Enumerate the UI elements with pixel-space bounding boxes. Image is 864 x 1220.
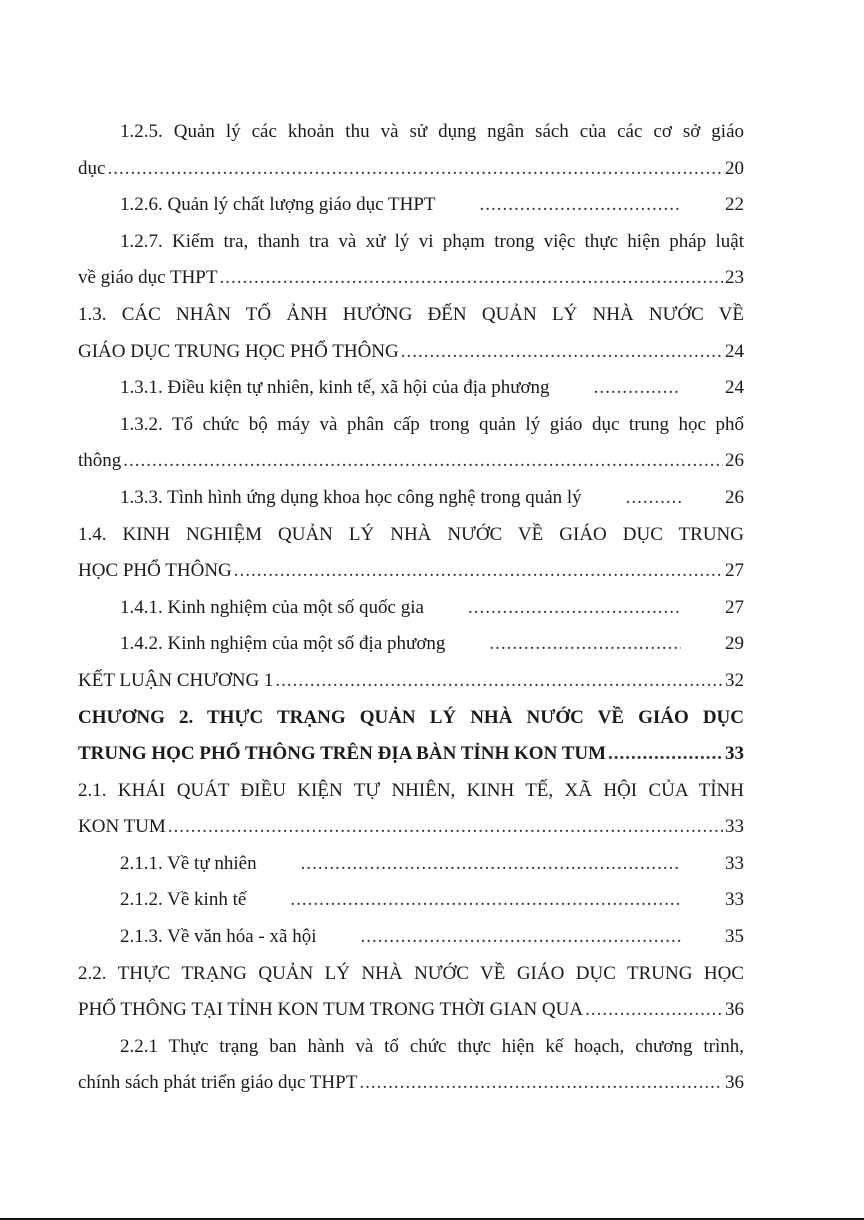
toc-entry-e3 [78, 224, 744, 297]
dot-leader [107, 151, 723, 188]
toc-entry-leader-line [78, 151, 744, 188]
toc-entry-title: 1.4.2. Kinh nghiệm của một số địa phương [120, 633, 446, 655]
dot-leader [401, 334, 723, 371]
toc-entry-e2 [78, 187, 744, 224]
toc-entry-title: 1.3.3. Tình hình ứng dụng khoa học công nghệ trong quản lý [120, 486, 582, 508]
toc-entry-title: 1.4.1. Kinh nghiệm của một số quốc gia [120, 596, 424, 618]
dot-leader [275, 663, 723, 700]
toc-entry-title: thông [78, 450, 122, 472]
toc-entry-e11 [78, 663, 744, 700]
toc-entry-title: HỌC PHỔ THÔNG [78, 560, 232, 582]
toc-entry-page-number: 23 [725, 267, 744, 289]
toc-entry-e18 [78, 1029, 744, 1102]
toc-entry-e12 [78, 700, 744, 773]
toc-entry-page-number: 22 [725, 194, 744, 216]
toc-entry-e1 [78, 114, 744, 187]
toc-entry-leader-line [78, 334, 744, 371]
toc-entry-leader-line [78, 260, 744, 297]
toc-entry-title: dục [78, 157, 106, 179]
toc-entry-page-number: 26 [725, 450, 744, 472]
dot-leader [552, 370, 681, 407]
toc-entry-page-number: 33 [725, 743, 744, 765]
toc-entry-page-number: 26 [725, 486, 744, 508]
toc-entry-title: PHỔ THÔNG TẠI TỈNH KON TUM TRONG THỜI GIAN QUA [78, 999, 584, 1021]
toc-entry-page-number: 36 [725, 999, 744, 1021]
toc-entry-e16 [78, 919, 744, 956]
toc-entry-first-line: 1.4. KINH NGHIỆM QUẢN LÝ NHÀ NƯỚC VỀ GIÁO DỤC TRUNG [78, 523, 744, 545]
toc-entry-leader-line [78, 443, 744, 480]
dot-leader [584, 480, 681, 517]
toc-entry-e14 [78, 846, 744, 883]
toc-entry-leader-line [78, 187, 744, 224]
toc-entry-title: 2.1.2. Về kinh tế [120, 889, 247, 911]
dot-leader [168, 809, 723, 846]
dot-leader [359, 1065, 723, 1102]
toc-entry-leader-line [78, 882, 744, 919]
toc-entry-title: 2.1.1. Về tự nhiên [120, 852, 257, 874]
toc-entry-first-line: 2.1. KHÁI QUÁT ĐIỀU KIỆN TỰ NHIÊN, KINH TẾ, XÃ HỘI CỦA TỈNH [78, 779, 744, 801]
toc-entry-first-line: 1.3. CÁC NHÂN TỐ ẢNH HƯỞNG ĐẾN QUẢN LÝ NHÀ NƯỚC VỀ [78, 303, 744, 325]
toc-entry-leader-line [78, 736, 744, 773]
toc-entry-e5 [78, 370, 744, 407]
toc-entry-title: GIÁO DỤC TRUNG HỌC PHỔ THÔNG [78, 340, 399, 362]
toc-entry-page-number: 27 [725, 560, 744, 582]
toc-entry-page-number: 29 [725, 633, 744, 655]
toc-entry-page-number: 33 [725, 889, 744, 911]
toc-entry-page-number: 35 [725, 926, 744, 948]
dot-leader [220, 260, 724, 297]
toc-entry-first-line: 2.2. THỰC TRẠNG QUẢN LÝ NHÀ NƯỚC VỀ GIÁO DỤC TRUNG HỌC [78, 962, 744, 984]
toc-entry-e17 [78, 956, 744, 1029]
toc-entry-leader-line [78, 370, 744, 407]
toc-entry-first-line: 1.3.2. Tổ chức bộ máy và phân cấp trong quản lý giáo dục trung học phổ [120, 413, 744, 435]
dot-leader [234, 553, 723, 590]
toc-entry-page-number: 20 [725, 157, 744, 179]
toc-entry-leader-line [78, 992, 744, 1029]
toc-entry-title: KON TUM [78, 816, 166, 838]
dot-leader [318, 919, 681, 956]
toc-entry-e8 [78, 517, 744, 590]
dot-leader [248, 882, 681, 919]
dot-leader [608, 736, 723, 773]
toc-entry-leader-line [78, 809, 744, 846]
toc-entry-first-line: 1.2.7. Kiểm tra, thanh tra và xử lý vi phạm trong việc thực hiện pháp luật [120, 230, 744, 252]
dot-leader [426, 590, 681, 627]
toc-entry-title: về giáo dục THPT [78, 267, 218, 289]
toc-entry-page-number: 32 [725, 669, 744, 691]
toc-entry-e9 [78, 590, 744, 627]
toc-entry-page-number: 27 [725, 596, 744, 618]
toc-entry-first-line: 2.2.1 Thực trạng ban hành và tổ chức thực hiện kế hoạch, chương trình, [120, 1035, 744, 1057]
toc-entry-leader-line [78, 663, 744, 700]
toc-entry-page-number: 33 [725, 852, 744, 874]
toc-entry-e4 [78, 297, 744, 370]
dot-leader [259, 846, 681, 883]
toc-entry-leader-line [78, 626, 744, 663]
toc-entry-page-number: 24 [725, 377, 744, 399]
toc-entry-leader-line [78, 846, 744, 883]
toc-entry-leader-line [78, 919, 744, 956]
dot-leader [585, 992, 723, 1029]
table-of-contents [78, 114, 744, 1102]
toc-entry-e15 [78, 882, 744, 919]
toc-entry-leader-line [78, 480, 744, 517]
dot-leader [123, 443, 723, 480]
toc-entry-leader-line [78, 553, 744, 590]
toc-entry-page-number: 36 [725, 1072, 744, 1094]
toc-entry-leader-line [78, 1065, 744, 1102]
toc-entry-title: chính sách phát triển giáo dục THPT [78, 1072, 358, 1094]
toc-entry-title: 1.2.6. Quản lý chất lượng giáo dục THPT [120, 194, 436, 216]
toc-entry-first-line: CHƯƠNG 2. THỰC TRẠNG QUẢN LÝ NHÀ NƯỚC VỀ GIÁO DỤC [78, 706, 744, 728]
dot-leader [438, 187, 681, 224]
toc-entry-leader-line [78, 590, 744, 627]
toc-entry-title: 1.3.1. Điều kiện tự nhiên, kinh tế, xã hội của địa phương [120, 377, 550, 399]
toc-entry-e6 [78, 407, 744, 480]
toc-entry-page-number: 24 [725, 340, 744, 362]
dot-leader [447, 626, 681, 663]
toc-entry-title: KẾT LUẬN CHƯƠNG 1 [78, 669, 274, 691]
toc-entry-e7 [78, 480, 744, 517]
toc-entry-e13 [78, 773, 744, 846]
toc-entry-e10 [78, 626, 744, 663]
toc-entry-title: 2.1.3. Về văn hóa - xã hội [120, 926, 317, 948]
toc-entry-title: TRUNG HỌC PHỔ THÔNG TRÊN ĐỊA BÀN TỈNH KON TUM [78, 743, 607, 765]
toc-entry-page-number: 33 [725, 816, 744, 838]
toc-entry-first-line: 1.2.5. Quản lý các khoản thu và sử dụng ngân sách của các cơ sở giáo [120, 121, 744, 142]
